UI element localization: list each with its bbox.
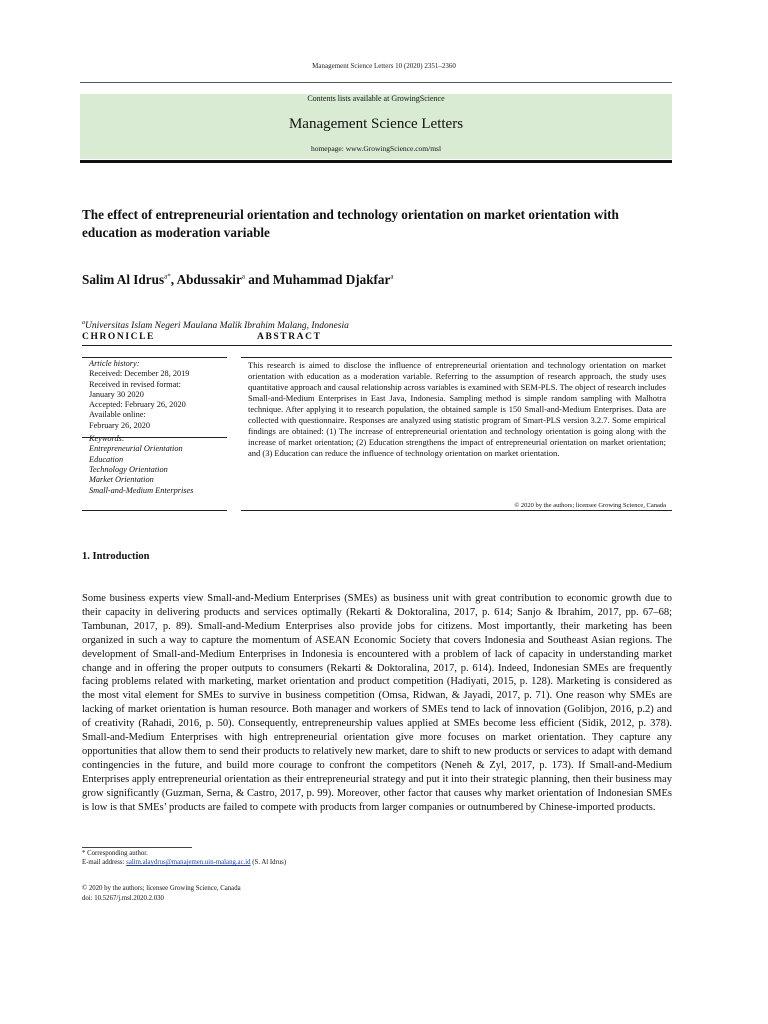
keyword-item: Technology Orientation	[89, 464, 168, 474]
abstract-heading: ABSTRACT	[257, 332, 322, 342]
author-separator: and	[244, 272, 273, 287]
contents-line: Contents lists available at GrowingScience	[307, 94, 445, 103]
section-rule	[82, 345, 672, 346]
author-name: Salim Al Idrus	[82, 272, 165, 287]
doi-line: doi: 10.5267/j.msl.2020.2.030	[82, 894, 164, 902]
author-list	[82, 272, 672, 288]
chronicle-heading: CHRONICLE	[82, 332, 155, 342]
copyright-block	[82, 884, 672, 903]
author-name: Muhammad Djakfar	[272, 272, 391, 287]
revised-date: January 30 2020	[89, 389, 144, 399]
keywords-label: Keywords:	[89, 434, 125, 444]
introduction-paragraph: Some business experts view Small-and-Medium Enterprises (SMEs) as business unit with great contribution to economic growth due to their capacity in delivering products and services optimally (Rekarti & Doktoralina, 2017, p. 614; Sanjo & Ibrahim, 2017, pp. 67–68; Tambunan, 2017, p. 89). Small-and-Medium Enterprises also provide jobs for citizens. Most importantly, their marketing has been organized in such a way to capture the momentum of ASEAN Economic Society that covers Indonesia and Southeast Asian regions. The development of Small-and-Medium Enterprises in Indonesia is encountered with a problem of lack of capacity in understanding market change and in offering the proper outputs to consumers (Rekarti & Doktoralina, 2017, p. 614). Indeed, Indonesian SMEs are frequently facing problems related with marketing, market orientation and product competition (Hadiyati, 2015, p. 128). Marketing is considered as the most vital element for SMEs to survive in business competition (Omsa, Ridwan, & Jayadi, 2017, p. 71). One reason why SMEs are lacking of market orientation is human resource. Both manager and workers of SMEs tend to lack of innovation (Golibjon, 2016, p.2) and of creativity (Rahadi, 2016, p. 50). Consequently, entrepreneurship values applied at SMEs become less efficient (Sidik, 2012, p. 378). Small-and-Medium Enterprises with high entrepreneurial orientation give more focuses on market orientation. They capture any opportunities that allow them to send their products to relatively new market, dare to shift to new products or services to adapt with demand contingencies in the future, and build more courage to confront the competitors (Neneh & Zyl, 2017, p. 173). If Small-and-Medium Enterprises apply entrepreneurial orientation as their entrepreneurial strategy and put it into their strategic planning, then their business may grow significantly (Guzman, Serna, & Castro, 2017, p. 99). Moreover, other factor that causes why market orientation of Indonesian SMEs is low is that SMEs’ products are failed to compete with products from larger companies or outnumbered by Chinese-imported products.	[82, 593, 672, 813]
affiliation-text: Universitas Islam Negeri Maulana Malik Ibrahim Malang, Indonesia	[85, 321, 349, 332]
journal-homepage[interactable]: homepage: www.GrowingScience.com/msl	[310, 144, 442, 153]
banner-rule	[80, 160, 672, 163]
chronicle-top-rule	[82, 357, 227, 358]
header-rule	[80, 82, 672, 83]
journal-banner	[80, 94, 672, 159]
history-label: Article history:	[89, 359, 140, 368]
abstract-text: This research is aimed to disclose the influence of entrepreneurial orientation and technology orientation on market orientation with education as a moderation variable. Referring to the assumption of research approach, the study uses quantitative approach and causal relationship across variables is examined with SEM-PLS. The object of research includes Small-and-Medium Enterprises in East Java, Indonesia. Sampling method is simple random sampling with Malhotra technique. After applying it to research population, the obtained sample is 150 Small-and-Medium Enterprises. Data are collected with questionnaire. Responses are analyzed using statistic program of Smart-PLS version 3.2.7. Some empirical findings are obtained: (1) The increase of entrepreneurial orientation and technology orientation is going along with the increase of market orientation; (2) Education strengthens the impact of entrepreneurial orientation on market orientation; and (3) Education can reduce the influence of technology orientation on market orientation.	[248, 360, 666, 459]
footnote-rule	[82, 847, 192, 848]
copyright-line: © 2020 by the authors; licensee Growing Science, Canada	[82, 885, 241, 892]
author-separator: ,	[170, 272, 177, 287]
affiliation	[82, 320, 672, 331]
email-suffix: (S. Al Idrus)	[250, 859, 287, 866]
revised-label: Received in revised format:	[89, 379, 181, 389]
running-head: Management Science Letters 10 (2020) 2351–2360	[312, 62, 456, 70]
author-affiliation-mark: a	[241, 272, 245, 281]
keyword-item: Entrepreneurial Orientation	[89, 444, 183, 454]
author-affiliation-mark: a	[390, 272, 394, 281]
article-title: The effect of entrepreneurial orientation and technology orientation on market orientation with education as moderation variable	[82, 207, 619, 240]
received-date: Received: December 28, 2019	[89, 369, 190, 379]
journal-name: Management Science Letters	[288, 116, 464, 132]
keyword-item: Market Orientation	[89, 475, 154, 485]
section-heading-introduction: 1. Introduction	[82, 551, 150, 562]
keyword-item: Small-and-Medium Enterprises	[89, 485, 194, 495]
email-link[interactable]: salim.alaydrus@manajemen.uin-malang.ac.id	[126, 859, 251, 866]
keyword-item: Education	[89, 454, 124, 464]
online-date: February 26, 2020	[89, 420, 151, 430]
abstract-top-rule	[241, 357, 672, 358]
affiliation-mark: a	[82, 320, 85, 326]
footnotes	[82, 849, 672, 867]
online-label: Available online:	[89, 410, 146, 420]
abstract-copyright: © 2020 by the authors; licensee Growing Science, Canada	[514, 502, 666, 509]
corresponding-author-note: * Corresponding author.	[82, 850, 148, 857]
accepted-date: Accepted: February 26, 2020	[89, 400, 186, 410]
article-history	[89, 359, 234, 496]
abstract-bottom-rule	[241, 510, 672, 511]
email-line	[82, 858, 672, 867]
email-label: E-mail address:	[82, 859, 127, 866]
author-name: Abdussakir	[176, 272, 242, 287]
author-affiliation-mark: a*	[164, 272, 171, 281]
chronicle-bottom-rule	[82, 510, 227, 511]
